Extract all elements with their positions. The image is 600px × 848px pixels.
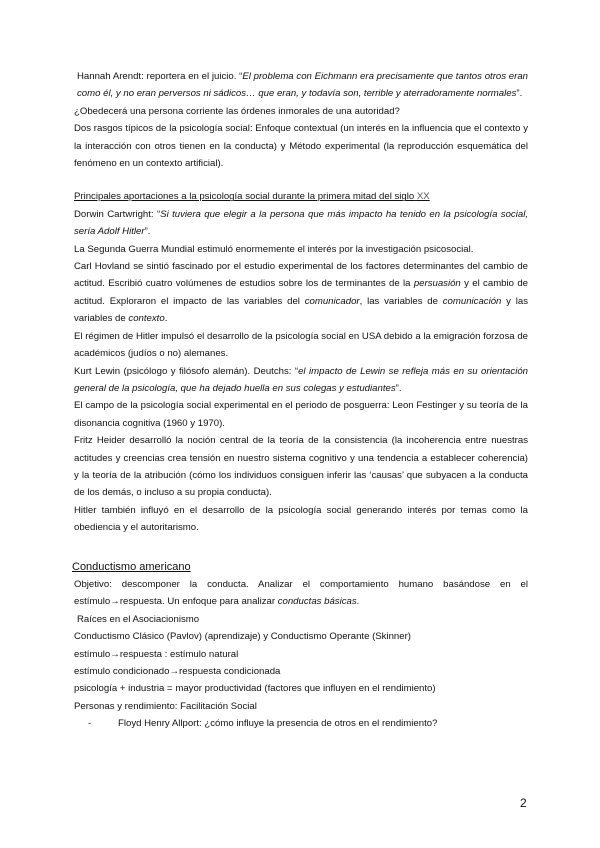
paragraph-personas-rendimiento: Personas y rendimiento: Facilitación Social [74,700,257,712]
text: . [164,313,168,325]
text: ”. [144,226,151,238]
paragraph-question: ¿Obedecerá una persona corriente las órdenes inmorales de una autoridad? [74,105,400,117]
list-item-text: Floyd Henry Allport: ¿cómo influye la presencia de otros en el rendimiento? [118,718,438,730]
quote-deutchs: el impacto de Lewin se refleja más en su orientación general de la psicología, que ha dejado huella en sus colegas y estudiantes [74,365,528,394]
quote-cartwright: Si tuviera que elegir a la persona que más impacto ha tenido en la psicología social, sería Adolf Hitler [74,208,528,238]
text: Objetivo: descomponer la conducta. Analizar el comportamiento humano basándose en el estímulo→respuesta. Un enfoque para analizar [74,578,528,608]
text: Dorwin Cartwright: “ [74,208,161,220]
term-contexto: contexto [128,313,165,325]
paragraph-festinger: El campo de la psicología social experimental en el periodo de posguerra: Leon Festinger y su teoría de la disonancia cognitiva (1960 y 1970). [74,400,528,429]
paragraph-arendt [74,68,528,103]
paragraph-raices: Raíces en el Asociacionismo [77,613,200,625]
text: Hannah Arendt: reportera en el juicio. “ [77,71,243,82]
text: ”. [395,382,402,394]
term-conductas-basicas: conductas básicas [277,596,357,608]
text: Carl Hovland se sintió fascinado por el estudio experimental de los factores determinantes del cambio de actitud. Escribió cuatro volúmenes de estudios sobre los de terminantes de la [74,261,528,290]
page-number: 2 [520,796,527,810]
heading-century: XX [416,191,430,203]
term-comunicador: comunicador [304,295,360,307]
paragraph-guerra: La Segunda Guerra Mundial estimuló enormemente el interés por la investigación psicosocial. [74,243,474,255]
term-comunicacion: comunicación [442,295,502,307]
quote-arendt: El problema con Eichmann era precisamente que tantos otros eran como él, y no eran perversos ni sádicos… que eran, y todavía son, terrible y aterradoramente normales [77,71,528,100]
paragraph-conductismo-tipos: Conductismo Clásico (Pavlov) (aprendizaje) y Conductismo Operante (Skinner) [74,631,411,643]
paragraph-objetivo [74,576,528,611]
section-heading-aportaciones [74,188,528,205]
paragraph-lewin [74,363,528,398]
term-persuasion: persuasión [413,278,461,290]
paragraph-psicologia-industria: psicología + industria = mayor productividad (factores que influyen en el rendimiento) [74,683,436,695]
text: y las variables de [74,295,529,325]
paragraph-hitler-influencia: Hitler también influyó en el desarrollo de la psicología social generando interés por temas como la obediencia y el autoritarismo. [74,504,528,534]
paragraph-heider: Fritz Heider desarrolló la noción central de la teoría de la consistencia (la incoherencia entre nuestras actitudes y creencias crea tensión en nuestro sistema cognitivo y una tendencia a establecer coherencia) y la teoría de la atribución (cómo los individuos consiguen inferir las ‘causas’ que subyacen a la conducta de los demás, o incluso a su propia conducta). [74,435,528,499]
text: . [356,596,360,608]
paragraph-hitler-regimen: El régimen de Hitler impulsó el desarrollo de la psicología social en USA debido a la emigración forzosa de académicos (judíos o no) alemanes. [74,330,528,360]
paragraph-estimulo-condicionado: estímulo condicionado→respuesta condicionada [74,666,281,677]
paragraph-rasgos: Dos rasgos típicos de la psicología social: Enfoque contextual (un interés en la influencia que el contexto y la interacción con otros tienen en la conducta) y Método experimental (la reproducción esquemática del fenómeno en un contexto artificial). [74,123,528,170]
list-item-allport [74,715,528,732]
paragraph-cartwright [74,206,528,241]
page-content [74,68,528,733]
paragraph-estimulo-natural: estímulo→respuesta : estímulo natural [74,648,239,660]
text: Kurt Lewin (psicólogo y filósofo alemán). Deutchs: “ [74,365,299,377]
text: ”. [516,88,523,100]
text: , las variables de [359,295,443,307]
list-dash: - [88,718,92,730]
heading-text: Principales aportaciones a la psicología social durante la primera mitad del siglo [74,191,415,203]
text: y el cambio de actitud. Exploraron el impacto de las variables del [74,278,528,307]
paragraph-hovland [74,258,528,328]
section-heading-conductismo: Conductismo americano [72,560,191,573]
